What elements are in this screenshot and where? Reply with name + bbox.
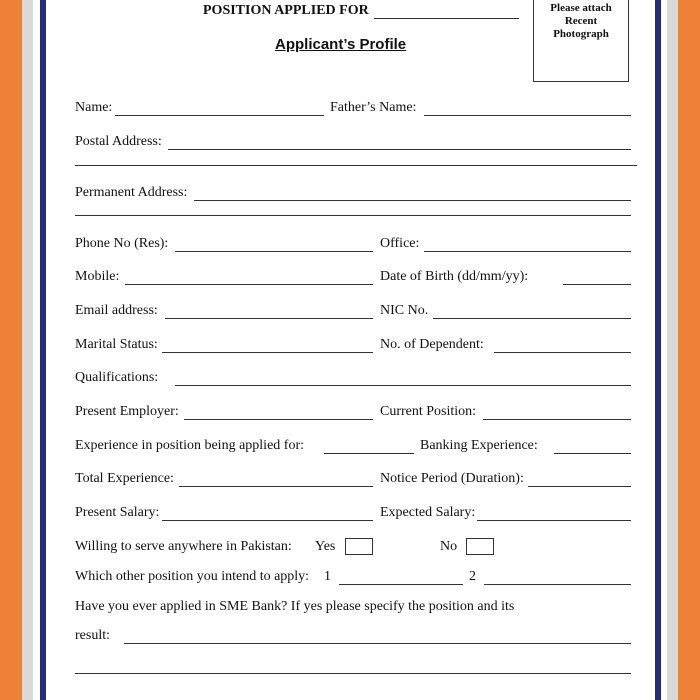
marital-status-label: Marital Status:: [75, 337, 158, 352]
office-label: Office:: [380, 236, 420, 251]
present-salary-field[interactable]: [162, 520, 373, 521]
applied-before-field[interactable]: [124, 643, 631, 644]
mobile-label: Mobile:: [75, 269, 120, 284]
dependents-label: No. of Dependent:: [380, 337, 484, 352]
notice-period-label: Notice Period (Duration):: [380, 471, 524, 486]
willing-serve-label: Willing to serve anywhere in Pakistan:: [75, 539, 292, 554]
dob-label: Date of Birth (dd/mm/yy):: [380, 269, 529, 284]
permanent-address-field[interactable]: [194, 200, 631, 201]
name-field[interactable]: [115, 115, 324, 116]
total-experience-label: Total Experience:: [75, 471, 174, 486]
no-label: No: [440, 539, 458, 554]
dependents-field[interactable]: [494, 352, 631, 353]
father-name-label: Father’s Name:: [330, 100, 417, 115]
banking-experience-label: Banking Experience:: [420, 438, 538, 453]
nic-label: NIC No.: [380, 303, 429, 318]
applied-before-result-label: result:: [75, 628, 110, 643]
form-title: Applicant’s Profile: [275, 36, 407, 53]
banking-experience-field[interactable]: [554, 453, 631, 454]
dob-field[interactable]: [563, 284, 631, 285]
email-label: Email address:: [75, 303, 158, 318]
permanent-address-field-line-2[interactable]: [75, 215, 631, 216]
right-blue-rule: [655, 0, 661, 700]
experience-position-label: Experience in position being applied for:: [75, 438, 304, 453]
present-employer-field[interactable]: [184, 419, 373, 420]
qualifications-label: Qualifications:: [75, 370, 159, 385]
no-checkbox[interactable]: [466, 538, 494, 555]
other-position-field-1[interactable]: [339, 584, 463, 585]
yes-checkbox[interactable]: [345, 538, 373, 555]
email-field[interactable]: [165, 318, 373, 319]
yes-label: Yes: [315, 539, 336, 554]
phone-res-field[interactable]: [175, 251, 373, 252]
position-applied-label: POSITION APPLIED FOR: [203, 3, 369, 18]
position-applied-field[interactable]: [374, 18, 519, 19]
present-salary-label: Present Salary:: [75, 505, 160, 520]
left-gray-band: [22, 0, 33, 700]
present-employer-label: Present Employer:: [75, 404, 179, 419]
total-experience-field[interactable]: [179, 486, 373, 487]
current-position-label: Current Position:: [380, 404, 477, 419]
photo-box-line-3: Photograph: [553, 28, 609, 40]
other-position-label: Which other position you intend to apply:: [75, 569, 310, 584]
mobile-field[interactable]: [125, 284, 373, 285]
name-label: Name:: [75, 100, 113, 115]
permanent-address-label: Permanent Address:: [75, 185, 188, 200]
other-position-field-2[interactable]: [484, 584, 631, 585]
photo-box-line-1: Please attach: [550, 2, 612, 14]
option-1-label: 1: [324, 569, 331, 584]
marital-status-field[interactable]: [162, 352, 373, 353]
applied-before-field-line-2[interactable]: [75, 673, 631, 674]
nic-field[interactable]: [433, 318, 631, 319]
notice-period-field[interactable]: [528, 486, 631, 487]
experience-position-field[interactable]: [324, 453, 414, 454]
right-gray-band: [667, 0, 678, 700]
postal-address-field-line-2[interactable]: [75, 165, 637, 166]
left-blue-rule: [40, 0, 46, 700]
phone-res-label: Phone No (Res):: [75, 236, 169, 251]
qualifications-field[interactable]: [175, 385, 631, 386]
office-field[interactable]: [424, 251, 631, 252]
photo-box-line-2: Recent: [564, 15, 598, 27]
option-2-label: 2: [469, 569, 476, 584]
postal-address-label: Postal Address:: [75, 134, 162, 149]
current-position-field[interactable]: [483, 419, 631, 420]
expected-salary-label: Expected Salary:: [380, 505, 476, 520]
applied-before-label: Have you ever applied in SME Bank? If yes please specify the position and its: [75, 599, 515, 614]
father-name-field[interactable]: [424, 115, 631, 116]
postal-address-field[interactable]: [168, 149, 631, 150]
expected-salary-field[interactable]: [477, 520, 631, 521]
photo-attachment-box[interactable]: [533, 0, 629, 82]
